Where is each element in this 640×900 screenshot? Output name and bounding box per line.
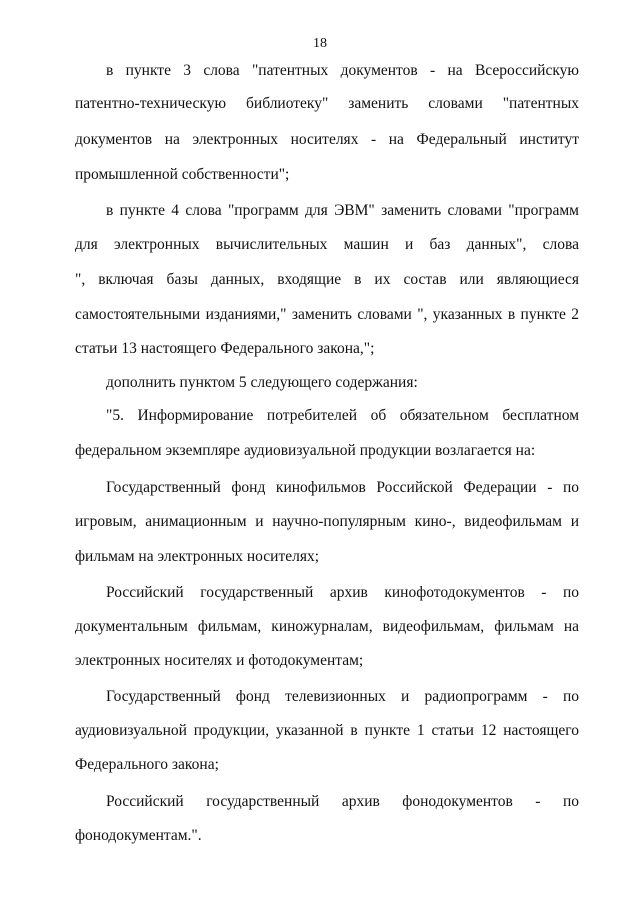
page-number: 18 <box>313 36 327 51</box>
text-line: дополнить пунктом 5 следующего содержания: <box>106 374 418 391</box>
text-line: Российский государственный архив фонодокументов - по <box>106 793 579 810</box>
text-line: промышленной собственности"; <box>75 166 290 183</box>
text-line: в пункте 3 слова "патентных документов - на Всероссийскую <box>106 62 579 79</box>
text-line: статьи 13 настоящего Федерального закона,"; <box>75 340 375 357</box>
text-line: электронных носителях и фотодокументам; <box>75 652 364 669</box>
text-line: фильмам на электронных носителях; <box>75 548 320 565</box>
text-line: Российский государственный архив кинофотодокументов - по <box>106 584 579 601</box>
text-line: документальным фильмам, киножурналам, видеофильмам, фильмам на <box>75 618 579 635</box>
text-line: фонодокументам.". <box>75 827 202 844</box>
text-line: самостоятельными изданиями," заменить словами ", указанных в пункте 2 <box>75 306 579 323</box>
text-line: Государственный фонд телевизионных и радиопрограмм - по <box>106 688 579 705</box>
text-line: патентно-техническую библиотеку" заменить словами "патентных <box>75 95 579 112</box>
text-line: федеральном экземпляре аудиовизуальной продукции возлагается на: <box>75 442 536 459</box>
text-line: Государственный фонд кинофильмов Российской Федерации - по <box>106 479 579 496</box>
text-line: аудиовизуальной продукции, указанной в пункте 1 статьи 12 настоящего <box>75 722 579 739</box>
text-line: документов на электронных носителях - на Федеральный институт <box>75 131 579 148</box>
text-line: ", включая базы данных, входящие в их состав или являющиеся <box>75 271 579 288</box>
text-line: игровым, анимационным и научно-популярным кино-, видеофильмам и <box>75 513 579 530</box>
text-line: в пункте 4 слова "программ для ЭВМ" заменить словами "программ <box>106 202 579 219</box>
text-line: Федерального закона; <box>75 756 219 773</box>
text-line: "5. Информирование потребителей об обязательном бесплатном <box>106 407 579 424</box>
text-line: для электронных вычислительных машин и баз данных", слова <box>75 236 579 253</box>
